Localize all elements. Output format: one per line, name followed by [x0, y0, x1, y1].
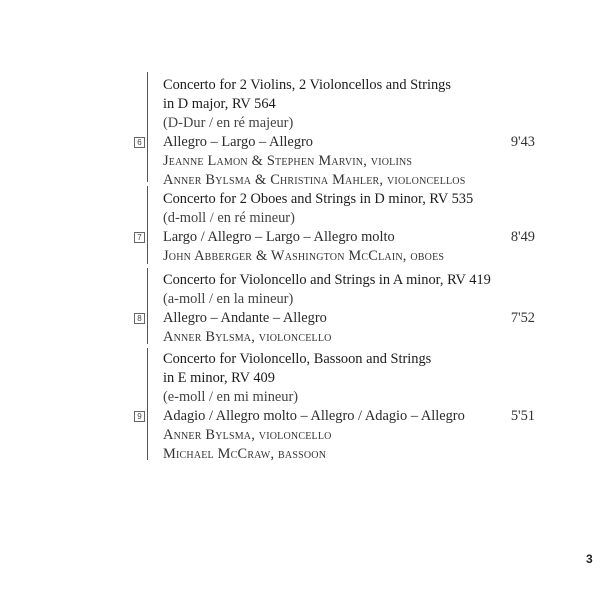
track-title: Concerto for Violoncello and Strings in A minor, RV 419 — [163, 272, 491, 288]
track-key-alt: (D-Dur / en ré majeur) — [163, 115, 294, 131]
track-number: 6 — [134, 137, 145, 148]
track-performers: Jeanne Lamon & Stephen Marvin, violins — [163, 153, 413, 169]
track-performers: Anner Bylsma, violoncello — [163, 329, 332, 345]
vertical-rule — [147, 348, 148, 460]
track-number: 7 — [134, 232, 145, 243]
track-performers: John Abberger & Washington McClain, oboes — [163, 248, 445, 264]
track-title: in E minor, RV 409 — [163, 370, 275, 386]
track-movements: Largo / Allegro – Largo – Allegro molto — [163, 229, 395, 245]
track-movements-row — [137, 228, 535, 247]
track-movements-row — [137, 133, 535, 152]
vertical-rule — [147, 268, 148, 344]
vertical-rule — [147, 72, 148, 182]
track-performers: Anner Bylsma & Christina Mahler, violoncellos — [163, 172, 466, 188]
track-key-alt: (a-moll / en la mineur) — [163, 291, 294, 307]
track-number: 9 — [134, 411, 145, 422]
page-number: 3 — [586, 552, 593, 566]
track-movements: Allegro – Andante – Allegro — [163, 310, 327, 326]
track-duration: 5'51 — [510, 408, 535, 424]
vertical-rule — [147, 186, 148, 264]
track-duration: 7'52 — [510, 310, 535, 326]
track-key-alt: (d-moll / en ré mineur) — [163, 210, 295, 226]
track-key-alt: (e-moll / en mi mineur) — [163, 389, 299, 405]
track-performers: Anner Bylsma, violoncello — [163, 427, 332, 443]
track-title: Concerto for 2 Oboes and Strings in D minor, RV 535 — [163, 191, 474, 207]
track-movements-row — [137, 407, 535, 426]
track-duration: 9'43 — [510, 134, 535, 150]
track-block — [137, 76, 535, 190]
track-performers: Michael McCraw, bassoon — [163, 446, 327, 462]
track-block — [137, 190, 535, 266]
track-number: 8 — [134, 313, 145, 324]
track-title: Concerto for Violoncello, Bassoon and Strings — [163, 351, 432, 367]
track-movements: Adagio / Allegro molto – Allegro / Adagio – Allegro — [163, 408, 465, 424]
track-title: Concerto for 2 Violins, 2 Violoncellos and Strings — [163, 77, 451, 93]
track-title: in D major, RV 564 — [163, 96, 276, 112]
track-movements: Allegro – Largo – Allegro — [163, 134, 314, 150]
track-movements-row — [137, 309, 535, 328]
track-duration: 8'49 — [510, 229, 535, 245]
track-block — [137, 350, 535, 464]
track-block — [137, 271, 535, 347]
